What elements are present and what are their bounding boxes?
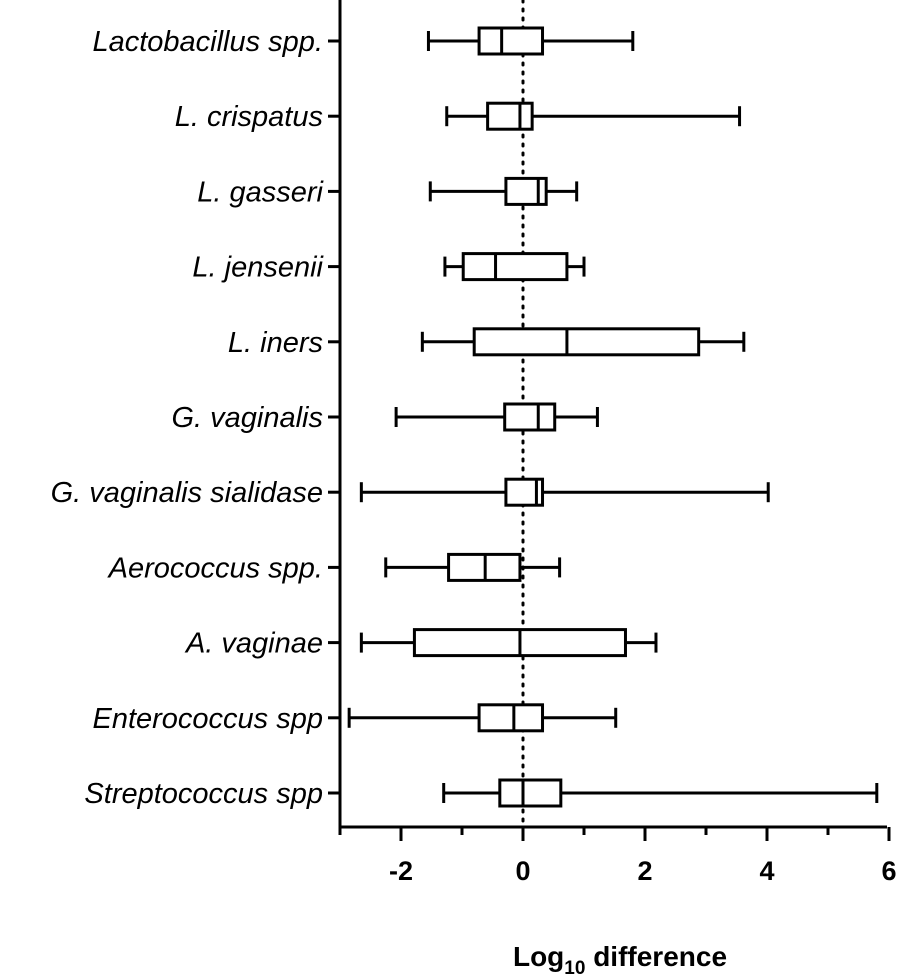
- iqr-box: [479, 28, 542, 54]
- x-tick-label: -2: [388, 856, 414, 886]
- box-plot-item: [361, 479, 768, 505]
- box-plot-item: [444, 780, 877, 806]
- category-labels: [51, 26, 325, 810]
- category-label: L. jensenii: [192, 251, 323, 284]
- x-axis-label-rest: difference: [585, 941, 728, 972]
- x-axis-label-subscript: 10: [564, 958, 586, 979]
- category-label: G. vaginalis sialidase: [50, 477, 323, 510]
- x-tick-label: 0: [515, 856, 531, 886]
- box-plot-item: [447, 103, 740, 129]
- box-plot-item: [430, 178, 576, 204]
- x-tick-label: 2: [637, 856, 653, 886]
- iqr-box: [474, 329, 698, 355]
- category-label: Streptococcus spp: [84, 778, 323, 810]
- iqr-box: [488, 103, 533, 129]
- iqr-box: [479, 705, 542, 731]
- axes: [328, 0, 889, 841]
- category-label: L. gasseri: [197, 176, 323, 209]
- category-label: G. vaginalis: [171, 402, 323, 434]
- category-label: Aerococcus spp.: [108, 552, 323, 585]
- box-plot-item: [349, 705, 616, 731]
- category-label: Enterococcus spp: [92, 702, 323, 735]
- iqr-box: [500, 780, 561, 806]
- box-layer: [349, 28, 877, 806]
- x-tick-label: 4: [759, 856, 775, 886]
- box-plot-item: [361, 630, 656, 656]
- x-tick-label: 6: [881, 856, 897, 886]
- box-plot-item: [396, 404, 597, 430]
- x-axis-label: [513, 941, 727, 979]
- iqr-box: [463, 254, 567, 280]
- category-label: L. iners: [227, 326, 323, 359]
- category-label: A. vaginae: [185, 627, 323, 660]
- category-label: L. crispatus: [174, 101, 323, 134]
- x-axis-label-main: Log: [512, 941, 565, 972]
- box-plot-item: [422, 329, 743, 355]
- box-plot-item: [428, 28, 632, 54]
- iqr-box: [506, 178, 546, 204]
- iqr-box: [505, 404, 555, 430]
- box-plot-item: [386, 554, 560, 580]
- box-plot-item: [445, 254, 584, 280]
- category-label: Lactobacillus spp.: [92, 26, 323, 58]
- x-tick-labels: [389, 856, 897, 886]
